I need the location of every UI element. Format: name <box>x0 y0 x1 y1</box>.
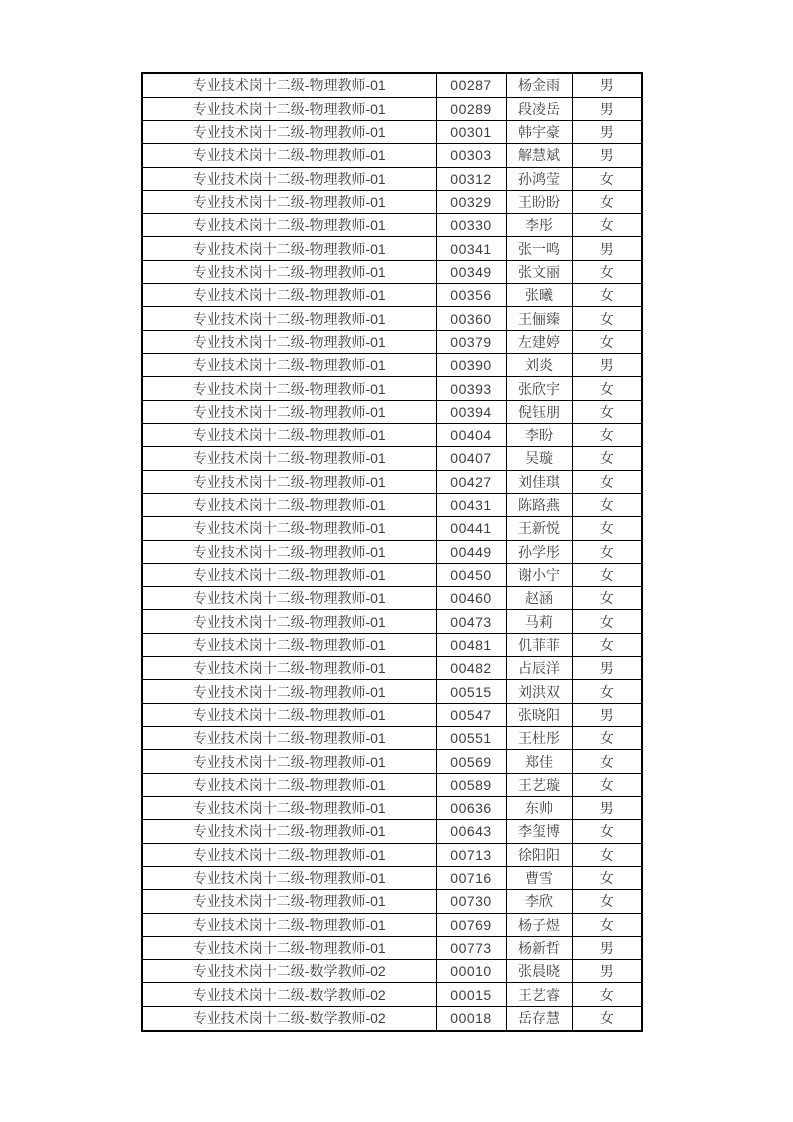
cell-code: 00773 <box>436 936 506 959</box>
cell-position: 专业技术岗十二级-物理教师-01 <box>142 773 436 796</box>
cell-name: 马莉 <box>506 610 572 633</box>
cell-name: 左建婷 <box>506 330 572 353</box>
cell-gender: 女 <box>572 423 642 446</box>
cell-position: 专业技术岗十二级-物理教师-01 <box>142 517 436 540</box>
cell-gender: 女 <box>572 773 642 796</box>
table-row <box>142 144 642 167</box>
cell-gender: 女 <box>572 913 642 936</box>
cell-code: 00330 <box>436 214 506 237</box>
cell-gender: 男 <box>572 144 642 167</box>
cell-position: 专业技术岗十二级-物理教师-01 <box>142 377 436 400</box>
cell-code: 00390 <box>436 354 506 377</box>
cell-name: 杨金雨 <box>506 73 572 97</box>
cell-code: 00716 <box>436 866 506 889</box>
table-row <box>142 563 642 586</box>
cell-code: 00730 <box>436 890 506 913</box>
cell-name: 张晨晓 <box>506 960 572 983</box>
table-row <box>142 960 642 983</box>
cell-gender: 女 <box>572 983 642 1006</box>
cell-code: 00010 <box>436 960 506 983</box>
cell-gender: 男 <box>572 936 642 959</box>
cell-name: 王新悦 <box>506 517 572 540</box>
cell-position: 专业技术岗十二级-物理教师-01 <box>142 680 436 703</box>
cell-gender: 女 <box>572 190 642 213</box>
cell-code: 00303 <box>436 144 506 167</box>
cell-gender: 男 <box>572 237 642 260</box>
cell-name: 倪钰朋 <box>506 400 572 423</box>
cell-name: 王俪臻 <box>506 307 572 330</box>
cell-name: 孙鸿莹 <box>506 167 572 190</box>
cell-name: 韩宇豪 <box>506 120 572 143</box>
cell-name: 赵涵 <box>506 587 572 610</box>
cell-name: 张晓阳 <box>506 703 572 726</box>
table-row <box>142 470 642 493</box>
table-row <box>142 773 642 796</box>
table-row <box>142 983 642 1006</box>
cell-code: 00301 <box>436 120 506 143</box>
cell-gender: 女 <box>572 214 642 237</box>
cell-gender: 女 <box>572 890 642 913</box>
cell-name: 曹雪 <box>506 866 572 889</box>
cell-code: 00349 <box>436 260 506 283</box>
cell-code: 00515 <box>436 680 506 703</box>
cell-name: 张一鸣 <box>506 237 572 260</box>
cell-code: 00460 <box>436 587 506 610</box>
cell-position: 专业技术岗十二级-物理教师-01 <box>142 890 436 913</box>
cell-position: 专业技术岗十二级-物理教师-01 <box>142 843 436 866</box>
cell-gender: 女 <box>572 1006 642 1031</box>
cell-position: 专业技术岗十二级-物理教师-01 <box>142 493 436 516</box>
cell-gender: 女 <box>572 540 642 563</box>
cell-code: 00569 <box>436 750 506 773</box>
cell-gender: 女 <box>572 633 642 656</box>
cell-gender: 女 <box>572 563 642 586</box>
cell-position: 专业技术岗十二级-物理教师-01 <box>142 866 436 889</box>
cell-position: 专业技术岗十二级-物理教师-01 <box>142 936 436 959</box>
cell-name: 孙学彤 <box>506 540 572 563</box>
table-row <box>142 1006 642 1031</box>
cell-gender: 女 <box>572 610 642 633</box>
cell-gender: 男 <box>572 960 642 983</box>
table-row <box>142 633 642 656</box>
cell-position: 专业技术岗十二级-物理教师-01 <box>142 913 436 936</box>
table-row <box>142 820 642 843</box>
cell-gender: 女 <box>572 517 642 540</box>
table-row <box>142 493 642 516</box>
cell-position: 专业技术岗十二级-物理教师-01 <box>142 610 436 633</box>
cell-gender: 女 <box>572 680 642 703</box>
cell-gender: 女 <box>572 820 642 843</box>
cell-position: 专业技术岗十二级-物理教师-01 <box>142 73 436 97</box>
cell-position: 专业技术岗十二级-物理教师-01 <box>142 470 436 493</box>
cell-code: 00018 <box>436 1006 506 1031</box>
table-row <box>142 890 642 913</box>
cell-gender: 女 <box>572 727 642 750</box>
cell-gender: 男 <box>572 796 642 819</box>
cell-name: 岳存慧 <box>506 1006 572 1031</box>
cell-name: 徐阳阳 <box>506 843 572 866</box>
cell-name: 李盼 <box>506 423 572 446</box>
table-row <box>142 284 642 307</box>
cell-position: 专业技术岗十二级-物理教师-01 <box>142 587 436 610</box>
cell-name: 东帅 <box>506 796 572 819</box>
cell-name: 段凌岳 <box>506 97 572 120</box>
table-row <box>142 843 642 866</box>
cell-position: 专业技术岗十二级-物理教师-01 <box>142 703 436 726</box>
cell-gender: 女 <box>572 377 642 400</box>
cell-position: 专业技术岗十二级-物理教师-01 <box>142 284 436 307</box>
cell-position: 专业技术岗十二级-物理教师-01 <box>142 260 436 283</box>
cell-name: 王艺璇 <box>506 773 572 796</box>
table-row <box>142 657 642 680</box>
cell-gender: 女 <box>572 750 642 773</box>
cell-position: 专业技术岗十二级-物理教师-01 <box>142 144 436 167</box>
cell-gender: 女 <box>572 167 642 190</box>
table-row <box>142 330 642 353</box>
cell-position: 专业技术岗十二级-物理教师-01 <box>142 167 436 190</box>
table-row <box>142 423 642 446</box>
cell-position: 专业技术岗十二级-物理教师-01 <box>142 400 436 423</box>
cell-position: 专业技术岗十二级-数学教师-02 <box>142 983 436 1006</box>
cell-name: 张文丽 <box>506 260 572 283</box>
table-row <box>142 750 642 773</box>
cell-position: 专业技术岗十二级-物理教师-01 <box>142 354 436 377</box>
table-row <box>142 167 642 190</box>
cell-position: 专业技术岗十二级-物理教师-01 <box>142 214 436 237</box>
cell-name: 王艺睿 <box>506 983 572 1006</box>
table-row <box>142 540 642 563</box>
cell-gender: 男 <box>572 703 642 726</box>
cell-name: 张曦 <box>506 284 572 307</box>
table-row <box>142 377 642 400</box>
cell-gender: 女 <box>572 284 642 307</box>
table-row <box>142 120 642 143</box>
cell-position: 专业技术岗十二级-物理教师-01 <box>142 796 436 819</box>
cell-position: 专业技术岗十二级-物理教师-01 <box>142 307 436 330</box>
cell-position: 专业技术岗十二级-物理教师-01 <box>142 750 436 773</box>
table-row <box>142 307 642 330</box>
cell-gender: 女 <box>572 843 642 866</box>
cell-position: 专业技术岗十二级-物理教师-01 <box>142 727 436 750</box>
table-row <box>142 517 642 540</box>
cell-name: 郑佳 <box>506 750 572 773</box>
cell-code: 00407 <box>436 447 506 470</box>
cell-name: 王盼盼 <box>506 190 572 213</box>
cell-code: 00360 <box>436 307 506 330</box>
table-row <box>142 727 642 750</box>
roster-table-body <box>142 73 642 1031</box>
cell-name: 李彤 <box>506 214 572 237</box>
cell-gender: 女 <box>572 330 642 353</box>
cell-gender: 女 <box>572 866 642 889</box>
cell-code: 00551 <box>436 727 506 750</box>
cell-code: 00449 <box>436 540 506 563</box>
cell-name: 杨新哲 <box>506 936 572 959</box>
cell-name: 刘炎 <box>506 354 572 377</box>
cell-name: 占辰洋 <box>506 657 572 680</box>
roster-table <box>141 72 643 1032</box>
cell-gender: 男 <box>572 354 642 377</box>
cell-gender: 男 <box>572 120 642 143</box>
cell-position: 专业技术岗十二级-物理教师-01 <box>142 563 436 586</box>
cell-gender: 女 <box>572 493 642 516</box>
cell-name: 王杜彤 <box>506 727 572 750</box>
cell-gender: 女 <box>572 307 642 330</box>
cell-code: 00431 <box>436 493 506 516</box>
table-row <box>142 936 642 959</box>
cell-position: 专业技术岗十二级-物理教师-01 <box>142 820 436 843</box>
cell-code: 00287 <box>436 73 506 97</box>
cell-code: 00015 <box>436 983 506 1006</box>
cell-position: 专业技术岗十二级-物理教师-01 <box>142 190 436 213</box>
cell-code: 00289 <box>436 97 506 120</box>
cell-name: 刘洪双 <box>506 680 572 703</box>
cell-name: 李欣 <box>506 890 572 913</box>
cell-name: 张欣宇 <box>506 377 572 400</box>
cell-name: 李玺博 <box>506 820 572 843</box>
cell-code: 00427 <box>436 470 506 493</box>
cell-code: 00643 <box>436 820 506 843</box>
cell-name: 谢小宁 <box>506 563 572 586</box>
table-row <box>142 587 642 610</box>
table-row <box>142 680 642 703</box>
table-row <box>142 260 642 283</box>
cell-code: 00473 <box>436 610 506 633</box>
table-row <box>142 97 642 120</box>
table-row <box>142 190 642 213</box>
cell-code: 00341 <box>436 237 506 260</box>
cell-code: 00393 <box>436 377 506 400</box>
cell-gender: 女 <box>572 587 642 610</box>
cell-code: 00394 <box>436 400 506 423</box>
cell-name: 解慧斌 <box>506 144 572 167</box>
table-row <box>142 354 642 377</box>
cell-gender: 男 <box>572 657 642 680</box>
cell-position: 专业技术岗十二级-物理教师-01 <box>142 237 436 260</box>
cell-position: 专业技术岗十二级-物理教师-01 <box>142 423 436 446</box>
cell-position: 专业技术岗十二级-物理教师-01 <box>142 657 436 680</box>
cell-code: 00589 <box>436 773 506 796</box>
cell-code: 00329 <box>436 190 506 213</box>
cell-code: 00481 <box>436 633 506 656</box>
cell-code: 00312 <box>436 167 506 190</box>
cell-position: 专业技术岗十二级-物理教师-01 <box>142 330 436 353</box>
table-row <box>142 73 642 97</box>
cell-code: 00482 <box>436 657 506 680</box>
table-row <box>142 610 642 633</box>
cell-code: 00450 <box>436 563 506 586</box>
cell-position: 专业技术岗十二级-物理教师-01 <box>142 97 436 120</box>
table-row <box>142 913 642 936</box>
table-row <box>142 866 642 889</box>
cell-name: 陈路燕 <box>506 493 572 516</box>
cell-gender: 男 <box>572 73 642 97</box>
cell-position: 专业技术岗十二级-物理教师-01 <box>142 447 436 470</box>
cell-code: 00441 <box>436 517 506 540</box>
table-row <box>142 447 642 470</box>
table-row <box>142 400 642 423</box>
cell-gender: 男 <box>572 97 642 120</box>
cell-code: 00356 <box>436 284 506 307</box>
cell-name: 吴璇 <box>506 447 572 470</box>
cell-position: 专业技术岗十二级-数学教师-02 <box>142 960 436 983</box>
cell-code: 00713 <box>436 843 506 866</box>
cell-code: 00636 <box>436 796 506 819</box>
cell-position: 专业技术岗十二级-物理教师-01 <box>142 540 436 563</box>
table-row <box>142 796 642 819</box>
cell-gender: 女 <box>572 260 642 283</box>
cell-code: 00379 <box>436 330 506 353</box>
cell-code: 00404 <box>436 423 506 446</box>
cell-code: 00547 <box>436 703 506 726</box>
cell-gender: 女 <box>572 470 642 493</box>
cell-name: 刘佳琪 <box>506 470 572 493</box>
cell-gender: 女 <box>572 400 642 423</box>
cell-position: 专业技术岗十二级-物理教师-01 <box>142 633 436 656</box>
cell-gender: 女 <box>572 447 642 470</box>
cell-name: 杨子煜 <box>506 913 572 936</box>
table-row <box>142 237 642 260</box>
table-row <box>142 703 642 726</box>
cell-name: 仉菲菲 <box>506 633 572 656</box>
cell-position: 专业技术岗十二级-物理教师-01 <box>142 120 436 143</box>
cell-position: 专业技术岗十二级-数学教师-02 <box>142 1006 436 1031</box>
cell-code: 00769 <box>436 913 506 936</box>
table-row <box>142 214 642 237</box>
